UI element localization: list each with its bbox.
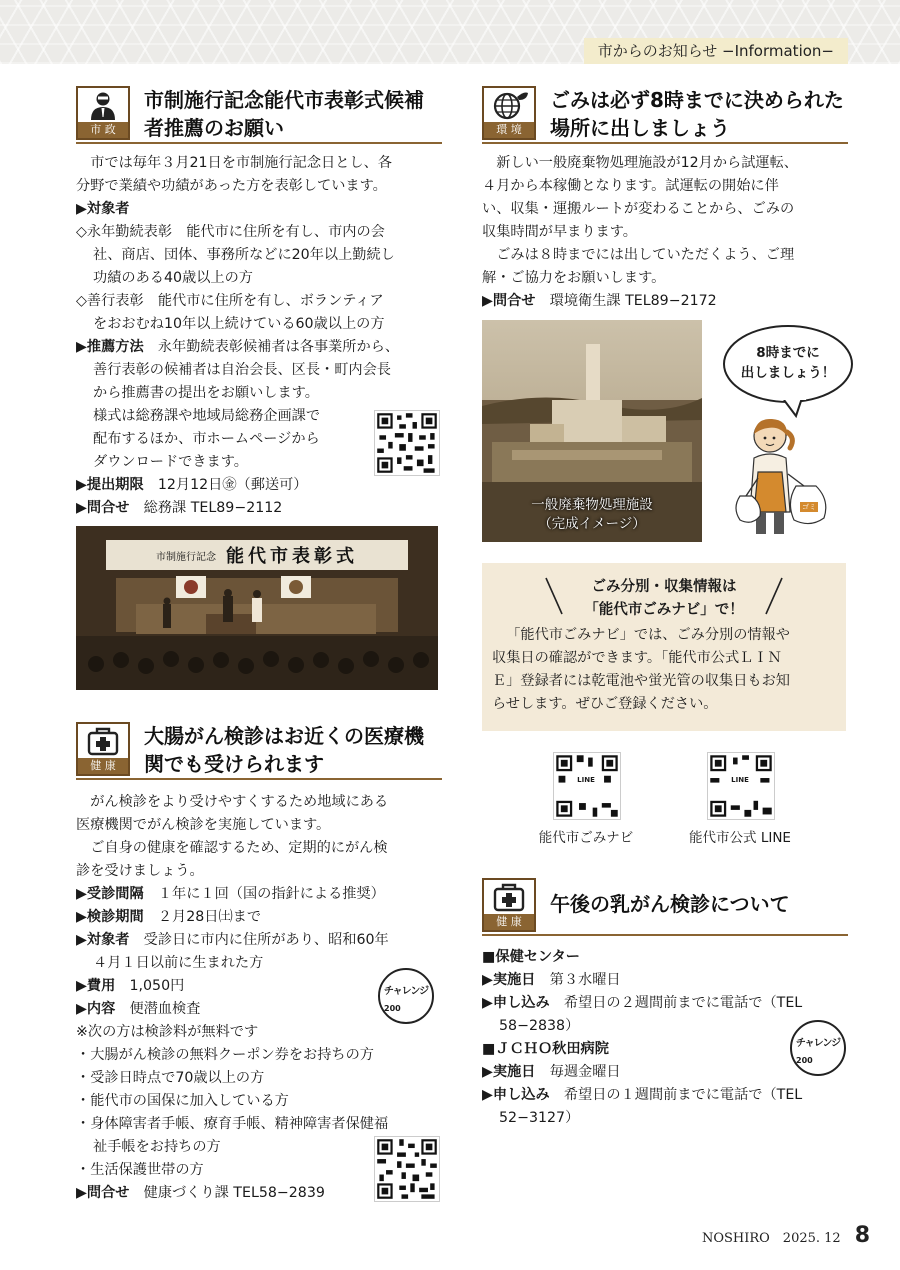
text-line: 分野で業績や功績があった方を表彰しています。 <box>76 178 387 194</box>
article-title-line: 午後の乳がん検診について <box>550 892 790 916</box>
subsection-title-text: ■保健センター <box>482 949 580 965</box>
facility-caption <box>482 496 702 534</box>
content-value: 便潜血検査 <box>115 1001 201 1017</box>
day-label: ▶実施日 <box>482 1064 536 1080</box>
text-line: 新しい一般廃棄物処理施設が12月から試運転、 <box>496 155 798 171</box>
text-line: 収集日の確認ができます。「能代市公式ＬＩＮ <box>492 650 782 666</box>
category-badge-kenkou <box>482 878 536 932</box>
category-label: 市 政 <box>78 122 128 138</box>
category-label: 環 境 <box>484 122 534 138</box>
facility-photo <box>482 320 702 542</box>
qr-code-homepage[interactable] <box>374 410 440 476</box>
article-4-heading <box>482 878 790 932</box>
text-line: い、収集・運搬ルートが変わることから、ごみの <box>482 201 795 217</box>
text-line: をおおむね10年以上続けている60歳以上の方 <box>93 316 385 332</box>
apply-label: ▶申し込み <box>482 1087 550 1103</box>
category-label: 健 康 <box>78 758 128 774</box>
article-title-line: 場所に出しましょう <box>550 116 730 140</box>
globe-leaf-icon <box>484 88 534 122</box>
line-tag: LINE <box>731 776 749 784</box>
heading-rule <box>76 142 442 144</box>
text-line: ４月から本稼働となります。試運転の開始に伴 <box>482 178 779 194</box>
qr-code-line-official[interactable] <box>707 752 775 820</box>
article-title-line: ごみは必ず8時までに決められた <box>550 88 844 112</box>
text-line: らせします。ぜひご登録ください。 <box>492 696 718 712</box>
text-line: ごみは８時までには出していただくよう、ご理 <box>496 247 795 263</box>
qr-code-colon-cancer[interactable] <box>374 1136 440 1202</box>
subsection-title-text: ■ＪＣＨＯ秋田病院 <box>482 1041 609 1057</box>
article-title-line: 市制施行記念能代市表彰式候補 <box>144 88 424 112</box>
apply-value: 希望日の１週間前までに電話で（TEL <box>549 1087 803 1103</box>
method-label: ▶推薦方法 <box>76 339 144 355</box>
interval-label: ▶受診間隔 <box>76 886 144 902</box>
target-label: ▶対象者 <box>76 201 130 217</box>
heading-rule <box>482 142 848 144</box>
page-footer <box>702 1223 870 1248</box>
text-line: 善行表彰の候補者は自治会長、区長・町内会長 <box>93 362 391 378</box>
line-tag: LINE <box>577 776 595 784</box>
contact-value: 環境衛生課 TEL89−2172 <box>535 293 717 309</box>
contact-value: 総務課 TEL89−2112 <box>129 500 283 516</box>
article-title-line: 大腸がん検診はお近くの医療機 <box>144 724 424 748</box>
contact-value: 健康づくり課 TEL58−2839 <box>129 1185 325 1201</box>
period-value: ２月28日㈯まで <box>143 909 262 925</box>
challenge-logo-text: チャレンジ <box>795 1038 841 1049</box>
deadline-label: ▶提出期限 <box>76 477 144 493</box>
ceremony-banner <box>106 540 408 570</box>
article-1-heading <box>76 86 424 142</box>
challenge-logo-number: 200 <box>384 1004 401 1013</box>
bag-label: ゴミ <box>802 503 816 511</box>
text-line: 市では毎年３月21日を市制施行記念日とし、各 <box>90 155 392 171</box>
content-label: ▶内容 <box>76 1001 116 1017</box>
text-line: から推薦書の提出をお願いします。 <box>93 385 319 401</box>
section-label-tab: 市からのお知らせ −Information− <box>584 38 848 64</box>
category-label: 健 康 <box>484 914 534 930</box>
text-line: ４月１日以前に生まれた方 <box>93 955 264 971</box>
caption-line: （完成イメージ） <box>538 516 646 532</box>
ceremony-photo <box>76 526 438 690</box>
interval-value: １年に１回（国の指針による推奨） <box>143 886 385 902</box>
text-line: 功績のある40歳以上の方 <box>93 270 253 286</box>
challenge-200-logo <box>378 968 434 1024</box>
text-line: 収集時間が早まります。 <box>482 224 637 240</box>
text-line: 52−3127） <box>499 1110 580 1126</box>
list-item: ・身体障害者手帳、療育手帳、精神障害者保健福 <box>76 1116 389 1132</box>
text-line: ダウンロードできます。 <box>93 454 248 470</box>
banner-large-text: 能代市表彰式 <box>226 546 358 567</box>
first-aid-kit-icon <box>78 724 128 758</box>
text-line: 解・ご協力をお願いします。 <box>482 270 666 286</box>
text-line: ご自身の健康を確認するため、定期的にがん検 <box>90 840 388 856</box>
banner-small-text: 市制施行記念 <box>156 551 216 563</box>
challenge-logo-text: チャレンジ <box>383 986 429 997</box>
contact-label: ▶問合せ <box>76 1185 130 1201</box>
list-item: ・受診日時点で70歳以上の方 <box>76 1070 265 1086</box>
qr-label-line-official: 能代市公式 LINE <box>689 830 791 846</box>
fee-label: ▶費用 <box>76 978 116 994</box>
woman-carrying-garbage-illustration <box>730 412 838 542</box>
gomi-navi-body <box>492 624 842 716</box>
text-line: Ｅ」登録者には乾電池や蛍光管の収集日もお知 <box>492 673 790 689</box>
contact-label: ▶問合せ <box>482 293 536 309</box>
list-item: ・大腸がん検診の無料クーポン券をお持ちの方 <box>76 1047 374 1063</box>
article-3-heading <box>482 86 844 142</box>
category-badge-shisei <box>76 86 130 140</box>
category-badge-kenkou <box>76 722 130 776</box>
text-line: ◇善行表彰 能代市に住所を有し、ボランティア <box>76 293 384 309</box>
text-line: 受診日に市内に住所があり、昭和60年 <box>129 932 389 948</box>
bubble-line: 8時までに <box>756 345 820 361</box>
text-line: 58−2838） <box>499 1018 580 1034</box>
target-label: ▶対象者 <box>76 932 130 948</box>
page-number: 8 <box>854 1223 870 1248</box>
article-title-line: 者推薦のお願い <box>144 116 284 140</box>
article-3-body <box>482 152 854 313</box>
challenge-logo-number: 200 <box>796 1056 813 1065</box>
free-note: ※次の方は検診料が無料です <box>76 1024 259 1040</box>
box-title-line: ごみ分別・収集情報は <box>591 579 737 595</box>
challenge-200-logo <box>790 1020 846 1076</box>
first-aid-kit-icon <box>484 880 534 914</box>
category-badge-kankyou <box>482 86 536 140</box>
list-item: ・能代市の国保に加入している方 <box>76 1093 289 1109</box>
article-2-heading <box>76 722 424 778</box>
text-line: ◇永年勤続表彰 能代市に住所を有し、市内の会 <box>76 224 385 240</box>
gomi-navi-title <box>482 576 846 622</box>
text-line: 配布するほか、市ホームページから <box>93 431 320 447</box>
qr-code-gomi-navi[interactable] <box>553 752 621 820</box>
text-line: 様式は総務課や地域局総務企画課で <box>93 408 321 424</box>
fee-value: 1,050円 <box>115 978 185 994</box>
heading-rule <box>482 934 848 936</box>
text-line: 診を受けましょう。 <box>76 863 204 879</box>
qr-label-gomi-navi: 能代市ごみナビ <box>538 830 634 846</box>
period-label: ▶検診期間 <box>76 909 144 925</box>
day-label: ▶実施日 <box>482 972 536 988</box>
article-title-line: 関でも受けられます <box>144 752 324 776</box>
day-value: 毎週金曜日 <box>535 1064 621 1080</box>
heading-rule <box>76 778 442 780</box>
apply-label: ▶申し込み <box>482 995 550 1011</box>
list-item: ・生活保護世帯の方 <box>76 1162 204 1178</box>
text-line: 永年勤続表彰候補者は各事業所から、 <box>143 339 400 355</box>
bubble-line: 出しましょう！ <box>740 365 836 381</box>
official-person-icon <box>78 88 128 122</box>
caption-line: 一般廃棄物処理施設 <box>531 497 653 513</box>
day-value: 第３水曜日 <box>535 972 621 988</box>
magazine-issue: NOSHIRO 2025. 12 <box>701 1231 841 1246</box>
bubble-text <box>730 343 846 383</box>
subsection-title <box>482 946 854 969</box>
text-line: 「能代市ごみナビ」では、ごみ分別の情報や <box>506 627 790 643</box>
list-item: 祉手帳をお持ちの方 <box>93 1139 221 1155</box>
apply-value: 希望日の２週間前までに電話で（TEL <box>549 995 803 1011</box>
box-title-line: 「能代市ごみナビ」で！ <box>584 602 744 618</box>
contact-label: ▶問合せ <box>76 500 130 516</box>
text-line: 社、商店、団体、事務所などに20年以上勤続し <box>93 247 395 263</box>
text-line: がん検診をより受けやすくするため地域にある <box>90 794 389 810</box>
deadline-value: 12月12日㊎（郵送可） <box>143 477 308 493</box>
text-line: 医療機関でがん検診を実施しています。 <box>76 817 331 833</box>
